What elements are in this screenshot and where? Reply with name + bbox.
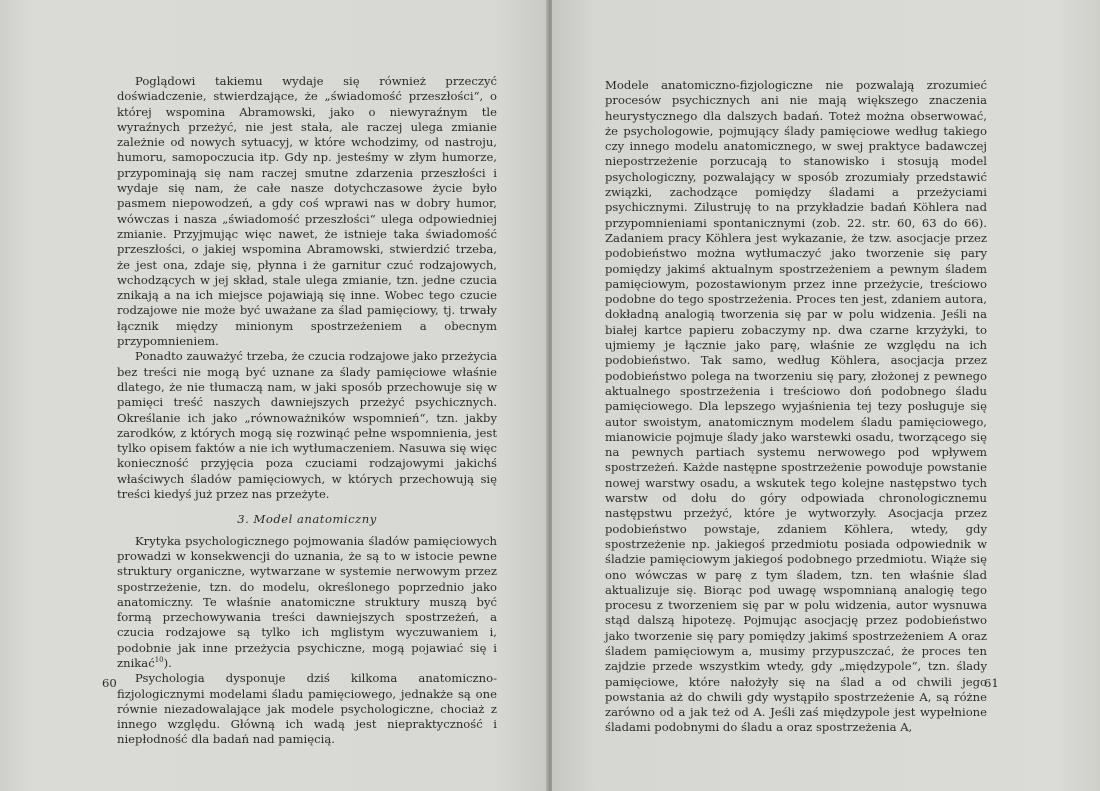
left-page: [0, 0, 548, 791]
footnote-reference: 10: [154, 656, 164, 665]
paragraph: Ponadto zauważyć trzeba, że czucia rodzajowe jako przeżycia bez treści nie mogą być uznane za ślady pamięciowe właśnie dlatego, że nie tłumaczą nam, w jaki sposób przechowuje się w pamięci treść naszych dawniejszych przeżyć psychicznych. Określanie ich jako „równoważników wspomnień“, tzn. jakby zarodków, z których mogą się rozwinąć pełne wspomnienia, jest tylko opisem faktów a nie ich wytłumaczeniem. Nasuwa się więc konieczność przyjęcia poza czuciami rodzajowymi jakichś właściwych śladów pamięciowych, w których przechowują się treści kiedyś już przez nas przeżyte.: [117, 349, 497, 502]
page-number: 61: [984, 676, 999, 690]
paragraph: [117, 534, 497, 672]
paragraph-text: ).: [163, 655, 172, 670]
paragraph: Psychologia dysponuje dziś kilkoma anatomiczno-fizjologicznymi modelami śladu pamięciowego, jednakże są one równie niezadowalające jak modele psychologiczne, chociaż z innego względu. Główną ich wadą jest niepraktyczność i niepłodność dla badań nad pamięcią.: [117, 671, 497, 747]
paragraph: Poglądowi takiemu wydaje się również przeczyć doświadczenie, stwierdzające, że „świadomość przeszłości“, o której wspomina Abramowski, jako o niewyraźnym tle wyraźnych przeżyć, nie jest stała, ale raczej ulega zmianie zależnie od nowych sytuacyj, w które wchodzimy, od nastroju, humoru, samopoczucia itp. Gdy np. jesteśmy w złym humorze, przypominają się nam raczej smutne zdarzenia przeszłości i wydaje się nam, że całe nasze dotychczasowe życie było pasmem niepowodzeń, a gdy coś wprawi nas w dobry humor, wówczas i nasza „świadomość przeszłości“ ulega odpowiedniej zmianie. Przyjmując więc nawet, że istnieje taka świadomość przeszłości, o jakiej wspomina Abramowski, stwierdzić trzeba, że jest ona, zdaje się, płynna i że garnitur czuć rodzajowych, wchodzących w jej skład, stale ulega zmianie, tzn. jedne czucia znikają a na ich miejsce pojawiają się inne. Wobec tego czucie rodzajowe nie może być uważane za ślad pamięciowy, tj. trwały łącznik między minionym spostrzeżeniem a obecnym przypomnieniem.: [117, 74, 497, 349]
left-page-text: [117, 74, 497, 748]
section-heading: 3. Model anatomiczny: [237, 512, 377, 527]
right-page: [552, 0, 1100, 791]
right-page-text: [605, 78, 987, 736]
paragraph: Modele anatomiczno-fizjologiczne nie pozwalają zrozumieć procesów psychicznych ani nie mają większego znaczenia heurystycznego dla dalszych badań. Toteż można obserwować, że psychologowie, pojmujący ślady pamięciowe według takiego czy innego modelu anatomicznego, w swej praktyce badawczej niepostrzeżenie porzucają to stanowisko i stosują model psychologiczny, pozwalający w sposób zrozumiały przedstawić związki, zachodzące pomiędzy śladami a przeżyciami psychicznymi. Zilustruję to na przykładzie badań Köhlera nad przypomnieniami spontanicznymi (zob. 22. str. 60, 63 do 66). Zadaniem pracy Köhlera jest wykazanie, że tzw. asocjacje przez podobieństwo można wytłumaczyć jako tworzenie się pary pomiędzy jakimś aktualnym spostrzeżeniem a pewnym śladem pamięciowym, pozostawionym przez inne przeżycie, treściowo podobne do tego spostrzeżenia. Proces ten jest, zdaniem autora, dokładną analogią tworzenia się par w polu widzenia. Jeśli na białej kartce papieru zobaczymy np. dwa czarne krzyżyki, to ujmiemy je łącznie jako parę, właśnie ze względu na ich podobieństwo. Tak samo, według Köhlera, asocjacja przez podobieństwo polega na tworzeniu się pary, złożonej z pewnego aktualnego spostrzeżenia i treściowo doń podobnego śladu pamięciowego. Dla lepszego wyjaśnienia tej tezy posługuje się autor swoistym, anatomicznym modelem śladu pamięciowego, mianowicie pojmuje ślady jako warstewki osadu, tworzącego się na pewnych partiach systemu nerwowego pod wpływem spostrzeżeń. Każde następne spostrzeżenie powoduje powstanie nowej warstwy osadu, a wskutek tego kolejne następstwo tych warstw od dołu do góry odpowiada chronologicznemu następstwu przeżyć, które je wytworzyły. Asocjacja przez podobieństwo powstaje, zdaniem Köhlera, wtedy, gdy spostrzeżenie np. jakiegoś przedmiotu posiada odpowiednik w śladzie pamięciowym jakiegoś podobnego przedmiotu. Wiąże się ono wówczas w parę z tym śladem, tzn. ten właśnie ślad aktualizuje się. Biorąc pod uwagę wspomnianą analogię tego procesu z tworzeniem się par w polu widzenia, autor wysnuwa stąd dalszą hipotezę. Pojmując asocjację przez podobieństwo jako tworzenie się pary pomiędzy jakimś spostrzeżeniem A oraz śladem pamięciowym a, musimy przypuszczać, że proces ten zajdzie przede wszystkim wtedy, gdy „międzypole“, tzn. ślady pamięciowe, które nałożyły się na ślad a od chwili jego powstania aż do chwili gdy wystąpiło spostrzeżenie A, są różne zarówno od a jak też od A. Jeśli zaś międzypole jest wypełnione śladami podobnymi do śladu a oraz spostrzeżenia A,: [605, 78, 987, 735]
paragraph-text: Krytyka psychologicznego pojmowania śladów pamięciowych prowadzi w konsekwencji do uznania, że są to w istocie pewne struktury organiczne, wytwarzane w systemie nerwowym przez spostrzeżenie, tzn. do modelu, określonego poprzednio jako anatomiczny. Te właśnie anatomiczne struktury muszą być formą przechowywania treści dawniejszych spostrzeżeń, a czucia rodzajowe są tylko ich mglistym wyczuwaniem i, podobnie jak inne przeżycia psychiczne, mogą pojawiać się i znikać: [117, 533, 497, 670]
page-number: 60: [102, 676, 117, 690]
